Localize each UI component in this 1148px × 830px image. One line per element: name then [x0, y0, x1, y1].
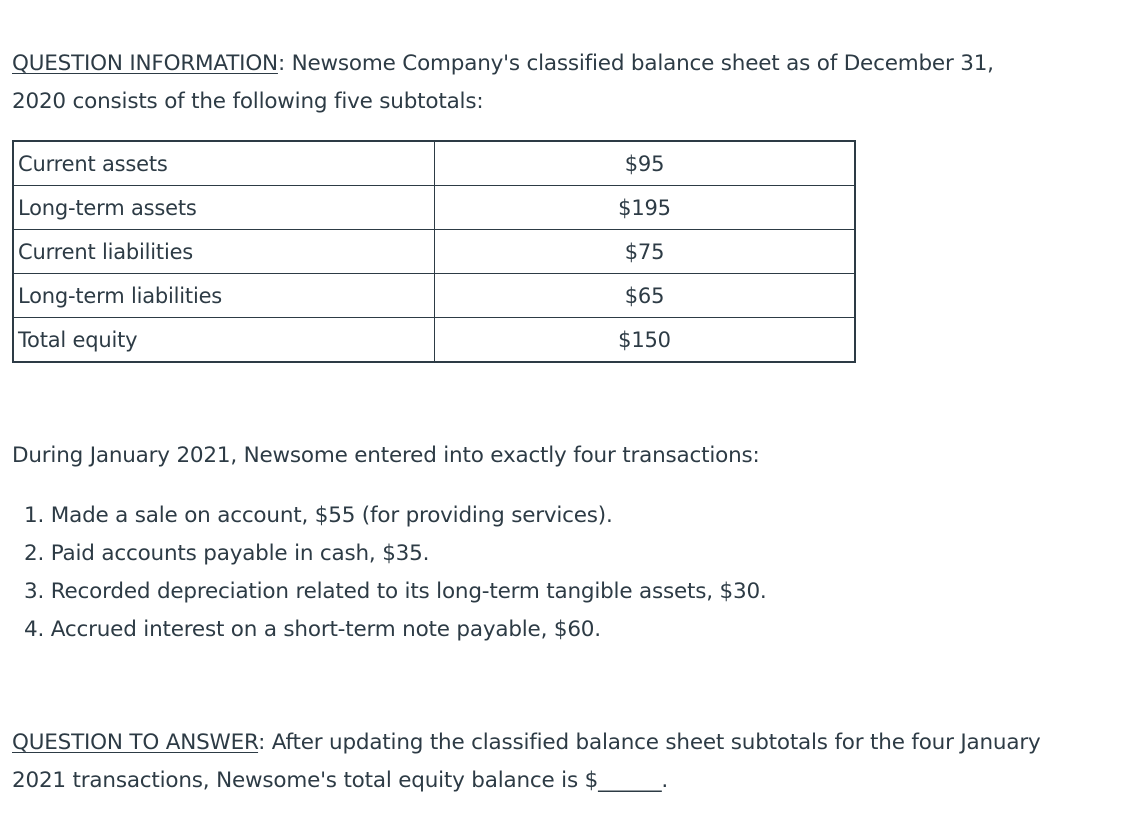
- question-to-answer-line1: After updating the classified balance sheet subtotals for the four January: [271, 730, 1041, 755]
- question-to-answer: [12, 724, 1040, 800]
- question-to-answer-heading: QUESTION TO ANSWER: [12, 730, 259, 755]
- question-information-separator: :: [277, 51, 292, 76]
- transactions-intro: During January 2021, Newsome entered into exactly four transactions:: [12, 443, 760, 468]
- list-item: 3. Recorded depreciation related to its long-term tangible assets, $30.: [24, 579, 767, 604]
- table-row: [13, 230, 855, 274]
- row-label: Total equity: [13, 318, 435, 363]
- balance-sheet-table: [12, 140, 856, 363]
- question-information-line2: 2020 consists of the following five subtotals:: [12, 89, 484, 114]
- row-value: $150: [435, 318, 856, 363]
- row-label: Long-term assets: [13, 186, 435, 230]
- row-label: Current liabilities: [13, 230, 435, 274]
- table-row: [13, 318, 855, 363]
- row-value: $65: [435, 274, 856, 318]
- row-value: $75: [435, 230, 856, 274]
- list-item: 2. Paid accounts payable in cash, $35.: [24, 541, 430, 566]
- row-value: $95: [435, 141, 856, 186]
- transactions-list: [24, 497, 767, 649]
- question-to-answer-line2: 2021 transactions, Newsome's total equity balance is $______.: [12, 768, 669, 793]
- row-label: Long-term liabilities: [13, 274, 435, 318]
- table-row: [13, 274, 855, 318]
- question-to-answer-separator: :: [258, 730, 272, 755]
- row-label: Current assets: [13, 141, 435, 186]
- question-information-line1: Newsome Company's classified balance sheet as of December 31,: [291, 51, 994, 76]
- list-item: 4. Accrued interest on a short-term note payable, $60.: [24, 617, 601, 642]
- table-row: [13, 141, 855, 186]
- list-item: 1. Made a sale on account, $55 (for providing services).: [24, 503, 613, 528]
- question-information-heading: QUESTION INFORMATION: [12, 51, 278, 76]
- row-value: $195: [435, 186, 856, 230]
- table-row: [13, 186, 855, 230]
- question-information: [12, 45, 994, 121]
